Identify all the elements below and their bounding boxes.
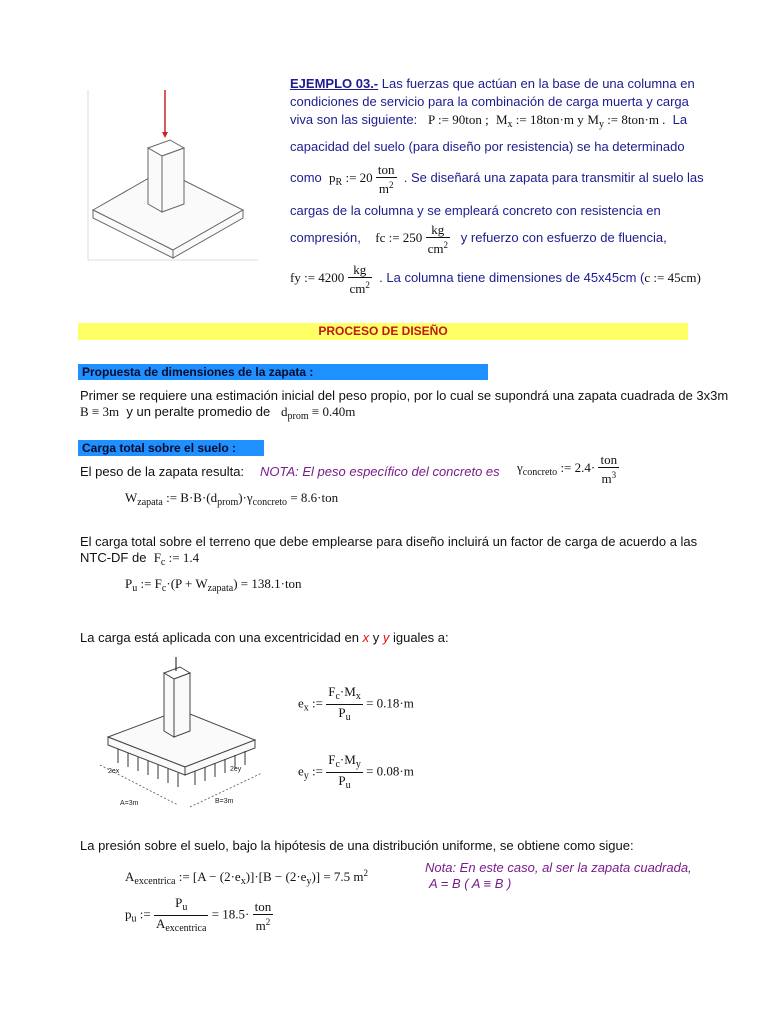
nota-square: Nota: En este caso, al ser la zapata cuadrada, A = B ( A ≡ B ) (425, 860, 692, 891)
W-zapata-equation: $W_{zapata}$ := $B\cdot B\cdot(d_{prom})\cdot\gamma_{concreto} = 8.6\cdot ton$ (125, 490, 339, 508)
paragraph: El carga total sobre el terreno que debe emplearse para diseño incluirá un factor de carga de acuerdo a las (80, 534, 698, 549)
nota-concrete: NOTA: El peso específico del concreto es (260, 464, 500, 479)
label-2ey: 2ey (230, 766, 242, 773)
Fc-equation: $F_c$ := 1.4 (153, 550, 200, 568)
section-header-dimensions: Propuesta de dimensiones de la zapata : (78, 364, 488, 380)
paragraph: NTC-DF de (80, 550, 147, 565)
pu-equation: $p_u$ := $\frac{P_u}{A_{excentrica}}$ = 18.5· $\frac{\text{ton}}{m^2}$ (125, 895, 272, 934)
example-line: viva son las siguiente: (290, 112, 418, 127)
eccentricity-text: La carga está aplicada con una excentricidad en x y y iguales a: (80, 630, 449, 645)
process-title: PROCESO DE DISEÑO (318, 324, 448, 338)
pressure-text: La presión sobre el suelo, bajo la hipótesis de una distribución uniforme, se obtiene como sigue: (80, 838, 634, 853)
ex-equation: $e_x$ := $\frac{F_c\cdot M_x}{P_u}$ = 0.18·m (298, 684, 414, 723)
pR-equation: $p_R$ := 20 $\frac{\text{ton}}{m^2}$ (329, 162, 395, 196)
section1-text (80, 388, 760, 425)
A-excentrica-equation: $A_{excentrica}$ := $[A - (2\cdot e_x)]\cdot[B - (2\cdot e_y)] = 7.5$ $m^2$ (125, 868, 369, 887)
footing-load-figure (90, 655, 275, 820)
example-line: Las fuerzas que actúan en la base de una columna en (378, 76, 695, 91)
example-title: EJEMPLO 03.- (290, 76, 379, 91)
My-equation: $M_y$ := 8ton·m . (587, 112, 666, 130)
example-paragraph (290, 75, 730, 296)
example-line: compresión, (290, 229, 361, 245)
example-line: La (672, 112, 688, 127)
example-line: . Se diseñará una zapata para transmitir al suelo las (403, 169, 704, 185)
gamma-equation: $\gamma_{concreto}$ := 2.4· $\frac{\text{ton}}{m^3}$ (517, 452, 618, 486)
process-title-bar (78, 323, 688, 340)
label-2ex: 2ex (108, 768, 120, 775)
c-equation: c := 45cm) (644, 269, 701, 285)
fy-equation: fy := 4200 $\frac{kg}{cm^2}$ (290, 262, 370, 296)
example-line: . La columna tiene dimensiones de 45x45cm ( (379, 269, 645, 285)
Pu-equation: $P_u$ := $F_c\cdot(P + W_{zapata}) = 138.1\cdot ton$ (125, 576, 302, 594)
B-equation: B ≡ 3m (80, 404, 120, 419)
example-line: como (290, 169, 322, 185)
ey-equation: $e_y$ := $\frac{F_c\cdot M_y}{P_u}$ = 0.08·m (298, 752, 414, 791)
label-A: A=3m (120, 800, 139, 807)
Mx-equation: $M_x$ := 18ton·m y (495, 112, 584, 130)
example-line: cargas de la columna y se empleará concreto con resistencia en (290, 203, 661, 218)
P-equation: P := 90ton ; (428, 112, 489, 127)
footing-3d-figure-top (78, 80, 268, 270)
fc-equation: fc := 250 $\frac{kg}{cm^2}$ (375, 222, 448, 256)
example-line: condiciones de servicio para la combinación de carga muerta y carga (290, 94, 689, 109)
zapata-weight-text: El peso de la zapata resulta: (80, 464, 245, 479)
total-load-text (80, 534, 760, 571)
paragraph: Primer se requiere una estimación inicial del peso propio, por lo cual se supondrá una zapata cuadrada de 3x3m (80, 388, 729, 403)
d-equation: $d_{prom} \equiv 0.40m$ (281, 404, 356, 422)
section-header-total-load: Carga total sobre el suelo : (78, 440, 264, 456)
example-line: capacidad del suelo (para diseño por resistencia) se ha determinado (290, 139, 685, 154)
example-line: y refuerzo con esfuerzo de fluencia, (460, 229, 667, 245)
paragraph: y un peralte promedio de (126, 404, 271, 419)
label-B: B=3m (215, 798, 234, 805)
